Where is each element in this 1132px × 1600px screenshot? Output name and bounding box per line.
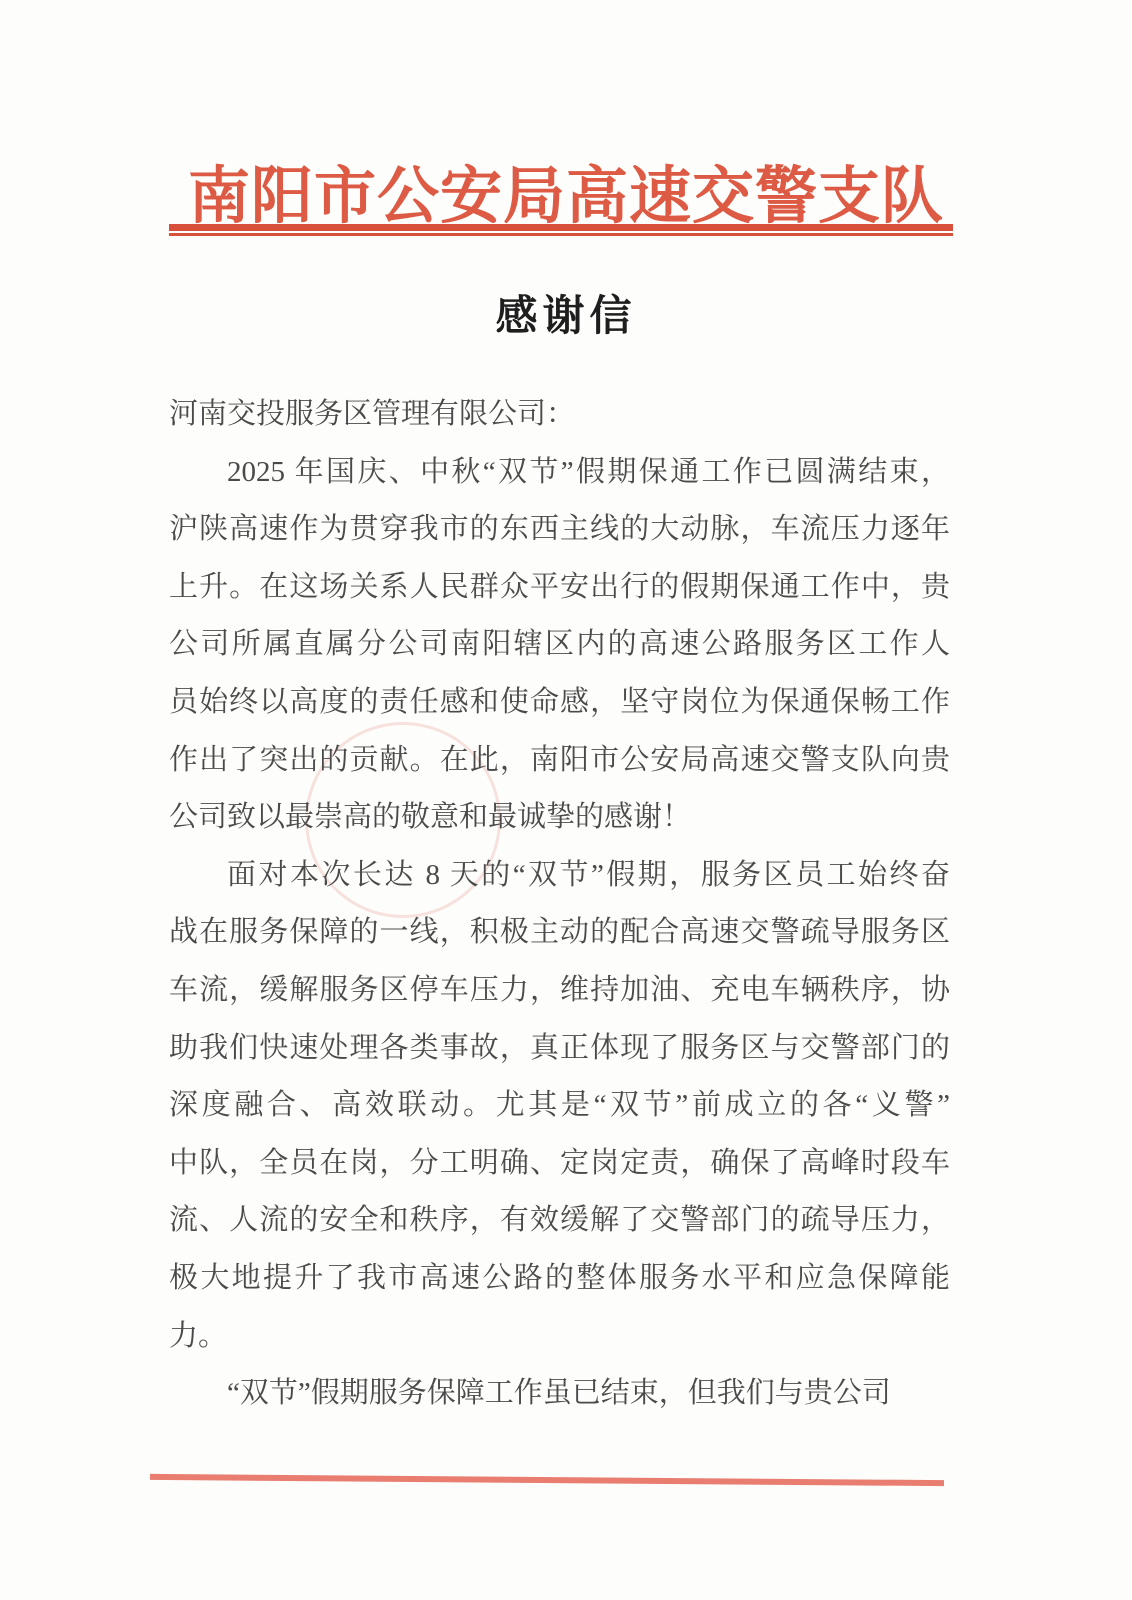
body-line: 深度融合、高效联动。尤其是“双节”前成立的各“义警” — [169, 1089, 950, 1122]
footer-divider-line — [150, 1474, 944, 1486]
body-line: 上升。在这场关系人民群众平安出行的假期保通工作中，贵 — [169, 570, 950, 603]
body-line: “双节”假期服务保障工作虽已结束，但我们与贵公司 — [227, 1377, 891, 1410]
body-line: 面对本次长达 8 天的“双节”假期，服务区员工始终奋 — [227, 858, 950, 891]
body-line: 战在服务保障的一线，积极主动的配合高速交警疏导服务区 — [169, 916, 950, 949]
body-line: 车流，缓解服务区停车压力，维持加油、充电车辆秩序，协 — [169, 973, 950, 1006]
body-line: 力。 — [169, 1319, 228, 1352]
body-line: 中队，全员在岗，分工明确、定岗定责，确保了高峰时段车 — [169, 1146, 950, 1179]
body-line: 公司所属直属分公司南阳辖区内的高速公路服务区工作人 — [169, 628, 950, 661]
letterhead-divider — [169, 224, 953, 236]
body-line: 流、人流的安全和秩序，有效缓解了交警部门的疏导压力， — [169, 1204, 950, 1237]
letterhead-agency-name: 南阳市公安局高速交警支队 — [187, 163, 944, 231]
body-line: 2025 年国庆、中秋“双节”假期保通工作已圆满结束， — [227, 455, 950, 488]
letter-title: 感谢信 — [495, 294, 637, 340]
body-line: 公司致以最崇高的敬意和最诚挚的感谢！ — [169, 801, 692, 834]
body-line: 助我们快速处理各类事故，真正体现了服务区与交警部门的 — [169, 1031, 950, 1064]
body-line: 作出了突出的贡献。在此，南阳市公安局高速交警支队向贵 — [169, 743, 950, 776]
letter-body — [169, 386, 950, 1423]
body-line: 员始终以高度的责任感和使命感，坚守岗位为保通保畅工作 — [169, 685, 950, 718]
salutation-line: 河南交投服务区管理有限公司： — [169, 398, 576, 430]
body-line: 极大地提升了我市高速公路的整体服务水平和应急保障能 — [169, 1261, 950, 1294]
body-line: 沪陕高速作为贯穿我市的东西主线的大动脉，车流压力逐年 — [169, 513, 950, 546]
